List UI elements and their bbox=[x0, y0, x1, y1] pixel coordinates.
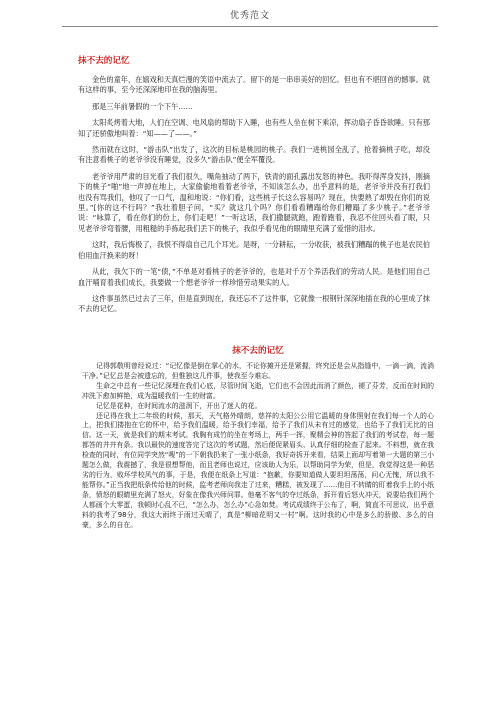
article-1-paragraph: 从此，我欠下的一笔“债，”不单是对看桃子的老爷爷的，也是对千万个养活我们的劳动人民。是他们用自己血汗哺育着我们成长，我要做一个想老爷爷一样珍惜劳动果实的人。 bbox=[78, 267, 430, 287]
article-2-title: 抹不去的记忆 bbox=[232, 346, 284, 356]
article-1-paragraph: 金色的童年，在嬉戏和天真烂漫的笑语中流去了。留下的是一串串美好的回忆。但也有不堪回首的憾事。就有这样的事，至今还深深地印在我的脑海里。 bbox=[78, 75, 430, 95]
article-1 bbox=[78, 54, 430, 321]
article-2 bbox=[82, 344, 434, 530]
header-divider bbox=[62, 26, 438, 27]
article-1-paragraph: 这时，我后悔极了，我恨不得扇自己几个耳光。是呀，一分耕耘，一分收获，被我们糟蹋的桃子也是农民伯伯用血汗换来的呀！ bbox=[78, 240, 430, 260]
article-1-paragraph: 那是三年前暑假的一个下午…… bbox=[92, 101, 193, 111]
page-header: 优秀范文 bbox=[229, 11, 270, 21]
article-2-paragraph: 还记得在我上二年级的时候，那天，天气格外晴朗，慈祥的太阳公公用它温暖的身体照射在我们每一个人的心上，把我们搂抱在它的怀中，给予我们温暖，给予我们幸福，给予了我们从未有过的感觉，也给予了我们无比的自信。这一天，就是我们的期末考试。我胸有成竹的坐在考场上，两手一挥，聚精会神的答起了我们的考试卷，每一题都答的井井有条。我以最快的速度答完了这次的考试题，然后便促紧眉头、认真仔细的检查了起来。不料想，就在我检查的同时，有位同学突然“嗖”的一下朝我扔来了一张小纸条，我好奇拆开来看，结果上面却写着第一大题的第三小题怎么做，我震撼了，我是很想帮他，而且老师也说过，应该助人为乐，以帮助同学为荣，但是，我觉得这是一种恶劣的行为，败坏学校风气的事，于是，我便在纸条上写道：“抱歉，你要知道做人要坦坦荡荡，问心无愧，所以我不能帮你。”正当我把纸条传给他的时候，监考老师向我走了过来，糟糕，被发现了……他目不转睛的盯着我手上的小纸条，愤怒的眼睛里充满了怒火，好象在像我兴师问罪。他毫不客气的夺过纸条，拆开看后怒火冲天，说要给我们两个人都画个大零蛋，我顿时心乱不已，“怎么办，怎么办”心急如焚。考试成绩终于公布了，啊，简直不可思议，出乎意料的我考了98分，我这大雨终于雨过天晴了，真是“柳暗花明又一村”啊。这时我的心中是多么的骄傲、多么的自豪，多么的自在。 bbox=[82, 411, 434, 529]
article-2-paragraph: 记忆是花种，在时间流水的滋润下，开出了迷人的花。 bbox=[96, 401, 262, 410]
article-2-paragraph: 记得郭敬明曾经说过：“记忆像是倒在掌心的水，不论你摊开还是紧握，终究还是会从指缝中，一滴一滴，流淌干净。”记忆总是会被遗忘的，但惟独这几件事，使我至今难忘。 bbox=[82, 362, 434, 380]
article-2-paragraph: 生命之中总有一些记忆深埋在我们心底，尽管时间飞逝，它们也不会因此而消了颜色，褪了芬芳，反而在时间的冲洗下愈加鲜艳，成为温暖我们一生的财富。 bbox=[82, 381, 434, 400]
article-1-paragraph: 然而就在这时，“游击队”出发了，这次的目标是桃园的桃子。我们一进桃园全乱了，抢着摘桃子吃，却没有注意看桃子的老爷爷没有睡觉，没多久“游击队”便全军覆没。 bbox=[78, 145, 430, 165]
article-1-paragraph: 老爷爷用严肃的目光看了我们很久，嘴角抽动了两下，铁青的面孔露出发怒的神色。我吓得浑身发抖，刚摘下的桃子“啪”地一声掉在地上，大家偷偷地看着老爷爷，不知该怎么办，出乎意料的是，老爷爷并没有打我们也没有骂我们，他叹了一口气，温和地说：“你们看，这些桃子长这么容易吗？现在，快要熟了却毁在你们的说里。”[你的这不行吗？”我壮着胆子问，“买？就这几个吗？你们看看糟蹋给你们糟蹋了多少桃子。”老爷爷说：“咏算了，看在你们的份上，你们走吧！”一听这话，我们撒腿就跑，跑着跑着，我忍不住回头看了眼，只见老爷爷弯着腰，用粗糙的手拣起我们丢下的桃子，我似乎看见他的眼睛里充满了爱惜的泪水。 bbox=[78, 171, 430, 233]
article-1-title: 抹不去的记忆 bbox=[78, 56, 130, 66]
article-1-paragraph: 这件事虽然已过去了三年，但是直到现在，我还忘不了这件事，它就像一根钢针深深地插在我的心里成了抹不去的记忆。 bbox=[78, 293, 430, 314]
article-1-paragraph: 太阳炙烤着大地，人们在空调、电风扇的帮助下入睡，也有些人坐在树下乘凉，挥动扇子昏昏欲睡。只有那知了还骄傲地叫着：“知——了——。” bbox=[78, 118, 430, 138]
